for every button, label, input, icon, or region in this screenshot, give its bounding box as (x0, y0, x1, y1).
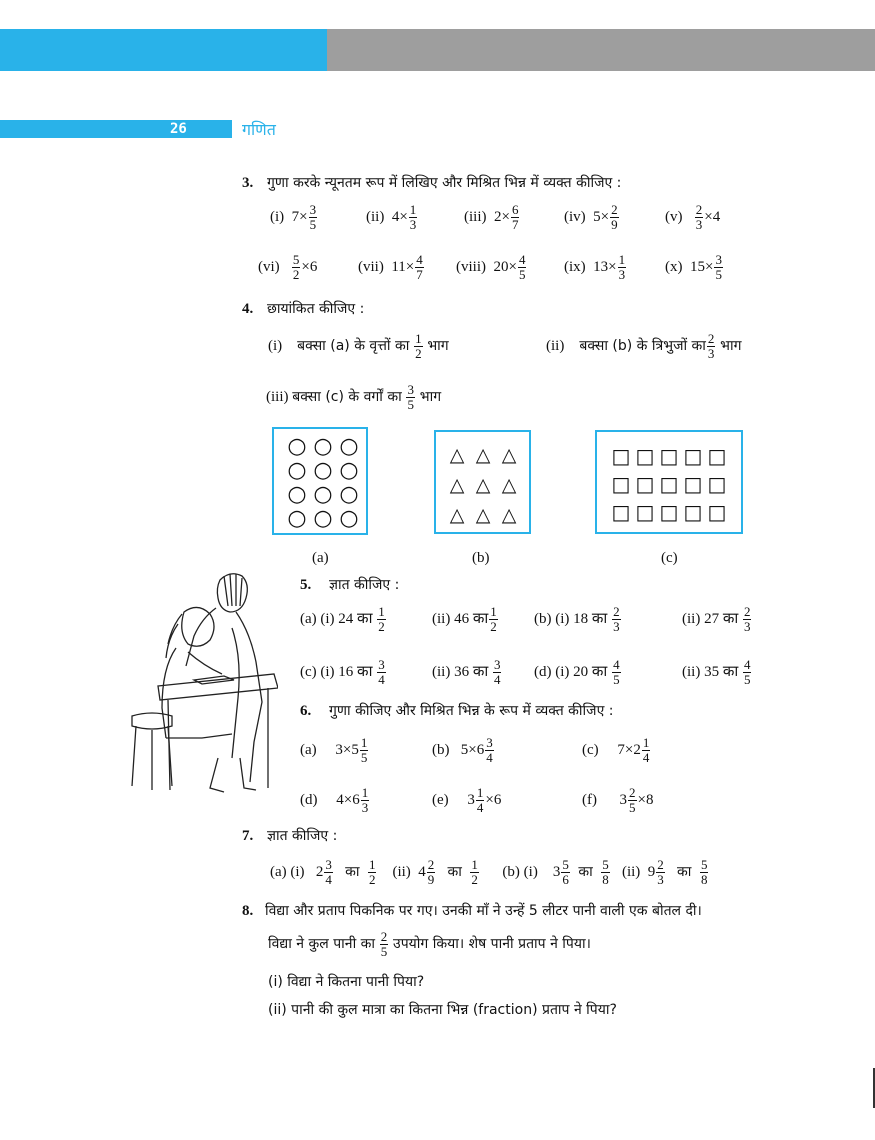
q7-items (270, 858, 709, 887)
item-label: (i) (268, 337, 283, 354)
numerator: 2 (427, 857, 435, 872)
subject-title: गणित (242, 120, 276, 139)
numerator: 2 (380, 929, 388, 944)
question-6 (300, 701, 613, 720)
denominator: 8 (602, 872, 609, 887)
fraction (309, 203, 318, 232)
box-c-squares (595, 430, 743, 534)
denominator: 5 (613, 672, 620, 687)
square-shape: □ (635, 472, 655, 496)
item-label: (f) (582, 791, 597, 808)
denominator: 2 (378, 619, 385, 634)
question-number: 4. (242, 301, 254, 317)
q5-item (534, 658, 622, 687)
numerator: 1 (361, 785, 369, 800)
q5-item (300, 658, 387, 687)
denominator: 5 (715, 267, 722, 282)
fraction (612, 658, 621, 687)
box-label-b: (b) (472, 550, 490, 566)
question-8 (242, 901, 702, 920)
question-text: छायांकित कीजिए : (267, 301, 365, 317)
fraction (427, 858, 436, 887)
q8-item-i: (i) विद्या ने कितना पानी पिया? (268, 974, 425, 990)
q3-item (258, 253, 317, 282)
question-text: गुणा करके न्यूनतम रूप में लिखिए और मिश्रित भिन्न में व्यक्त कीजिए : (267, 175, 622, 191)
fraction (409, 203, 418, 232)
fraction (695, 203, 704, 232)
q5-item (432, 605, 499, 634)
expr: 20× (493, 258, 517, 275)
circle-shape: ○ (339, 482, 359, 507)
square-shape: □ (683, 500, 703, 524)
square-shape: □ (659, 444, 679, 468)
fraction (414, 332, 423, 361)
whole: 9 (647, 863, 656, 880)
denominator: 2 (415, 346, 422, 361)
numerator: 1 (378, 604, 385, 619)
square-shape: □ (659, 472, 679, 496)
expr: 11× (391, 258, 415, 275)
numerator: 3 (715, 252, 722, 267)
expr: 3 (619, 791, 627, 808)
q8-line2 (268, 930, 591, 959)
denominator: 4 (642, 750, 650, 765)
question-text: विद्या और प्रताप पिकनिक पर गए। उनकी माँ ने उन्हें 5 लीटर पानी वाली एक बोतल दी। (265, 903, 702, 919)
circle-shape: ○ (287, 434, 307, 459)
q3-item (270, 203, 318, 232)
expr: 3×5 (335, 741, 359, 758)
expr: (ii) 27 का (682, 610, 739, 627)
numerator: 2 (743, 604, 751, 619)
fraction (489, 605, 498, 634)
item-label: (a) (300, 741, 317, 758)
triangle-shape: △ (475, 444, 491, 466)
circle-shape: ○ (339, 506, 359, 531)
numerator: 2 (629, 785, 636, 800)
q6-item (300, 736, 369, 765)
denominator: 5 (380, 944, 388, 959)
fraction (485, 736, 494, 765)
fraction (700, 858, 709, 887)
fraction (656, 858, 665, 887)
denominator: 2 (292, 267, 300, 282)
square-shape: □ (683, 472, 703, 496)
q6-item (432, 786, 501, 815)
circle-shape: ○ (287, 458, 307, 483)
q3-item (358, 253, 425, 282)
numerator: 4 (743, 657, 751, 672)
q6-item (582, 736, 651, 765)
box-b-triangles (434, 430, 531, 534)
denominator: 4 (476, 800, 484, 815)
q3-item (564, 253, 627, 282)
fraction (377, 658, 386, 687)
item-label: (x) (665, 258, 683, 275)
q6-item (582, 786, 653, 815)
fraction (612, 605, 621, 634)
item-label: (ii) (366, 208, 385, 225)
fraction (415, 253, 424, 282)
q3-item (366, 203, 418, 232)
denominator: 7 (511, 217, 519, 232)
numerator: 2 (613, 604, 620, 619)
circle-shape: ○ (313, 458, 333, 483)
numerator: 1 (471, 857, 478, 872)
numerator: 3 (407, 382, 414, 397)
expr: 15× (690, 258, 714, 275)
q6-item (300, 786, 370, 815)
expr: (ii) 35 का (682, 663, 739, 680)
fraction (743, 658, 752, 687)
denominator: 3 (743, 619, 751, 634)
triangle-shape: △ (449, 504, 465, 526)
square-shape: □ (707, 500, 727, 524)
expr: ×6 (301, 258, 318, 275)
expr: (d) (i) 20 का (534, 663, 608, 680)
expr: 7×2 (617, 741, 641, 758)
fraction (714, 253, 723, 282)
numerator: 5 (602, 857, 609, 872)
denominator: 3 (657, 872, 664, 887)
page-number: 26 (170, 121, 187, 137)
fraction (360, 736, 369, 765)
expr: 5× (593, 208, 610, 225)
denominator: 2 (471, 872, 478, 887)
item-label: (e) (432, 791, 449, 808)
expr: 2× (494, 208, 510, 225)
square-shape: □ (707, 444, 727, 468)
question-7 (242, 826, 337, 845)
expr: 4×6 (336, 791, 360, 808)
item-label: (b) (i) (502, 863, 538, 880)
fraction (493, 658, 502, 687)
triangle-shape: △ (501, 504, 517, 526)
denominator: 3 (618, 267, 626, 282)
fraction (601, 858, 610, 887)
numerator: 2 (611, 202, 618, 217)
fraction (377, 605, 386, 634)
fraction (406, 383, 415, 412)
numerator: 3 (378, 657, 385, 672)
numerator: 3 (486, 735, 493, 750)
numerator: 3 (309, 202, 317, 217)
question-text: ज्ञात कीजिए : (329, 577, 400, 593)
expr: (b) (i) 18 का (534, 610, 608, 627)
numerator: 5 (292, 252, 300, 267)
q4-item-i (268, 332, 449, 361)
denominator: 2 (490, 619, 497, 634)
q3-item (564, 203, 620, 232)
circle-shape: ○ (287, 506, 307, 531)
denominator: 3 (361, 800, 369, 815)
ka-text: का (578, 863, 593, 880)
q5-item (534, 605, 622, 634)
whole: 4 (418, 863, 426, 880)
q3-item (464, 203, 520, 232)
fraction (292, 253, 301, 282)
question-number: 7. (242, 828, 254, 844)
header-band-gray (327, 29, 875, 71)
question-number: 3. (242, 175, 254, 191)
q5-item (300, 605, 387, 634)
item-text: बक्सा (b) के त्रिभुजों का (579, 337, 706, 354)
item-text: भाग (419, 388, 442, 405)
square-shape: □ (683, 444, 703, 468)
square-shape: □ (611, 500, 631, 524)
denominator: 5 (518, 267, 526, 282)
question-text: गुणा कीजिए और मिश्रित भिन्न के रूप में व्यक्त कीजिए : (329, 703, 614, 719)
whole: 2 (315, 863, 324, 880)
q5-item (682, 658, 752, 687)
q3-item (665, 253, 724, 282)
denominator: 3 (707, 346, 715, 361)
q5-item (682, 605, 752, 634)
triangle-shape: △ (501, 474, 517, 496)
denominator: 4 (486, 750, 493, 765)
numerator: 1 (476, 785, 484, 800)
children-studying-illustration (128, 568, 278, 808)
circle-shape: ○ (313, 482, 333, 507)
whole: 3 (552, 863, 561, 880)
expr: 5×6 (460, 741, 485, 758)
triangle-shape: △ (475, 474, 491, 496)
denominator: 4 (378, 672, 385, 687)
question-number: 6. (300, 703, 312, 719)
denominator: 3 (695, 217, 703, 232)
fraction (518, 253, 527, 282)
fraction (561, 858, 570, 887)
item-label: (v) (665, 208, 683, 225)
numerator: 1 (642, 735, 650, 750)
item-label: (ii) (392, 863, 411, 880)
triangle-shape: △ (449, 444, 465, 466)
square-shape: □ (707, 472, 727, 496)
item-text: भाग (720, 337, 742, 354)
question-text: विद्या ने कुल पानी का (268, 935, 376, 952)
item-label: (b) (432, 741, 450, 758)
numerator: 2 (707, 331, 715, 346)
triangle-shape: △ (449, 474, 465, 496)
circle-shape: ○ (339, 434, 359, 459)
expr: ×8 (637, 791, 654, 808)
fraction (470, 858, 479, 887)
expr: 3 (467, 791, 475, 808)
expr: ×6 (485, 791, 502, 808)
numerator: 2 (695, 202, 703, 217)
denominator: 3 (613, 619, 620, 634)
denominator: 7 (416, 267, 423, 282)
q6-item (432, 736, 495, 765)
circle-shape: ○ (287, 482, 307, 507)
denominator: 5 (309, 217, 317, 232)
circle-shape: ○ (313, 506, 333, 531)
ka-text: का (677, 863, 692, 880)
fraction (511, 203, 520, 232)
fraction (476, 786, 485, 815)
box-a-circles (272, 427, 368, 535)
square-shape: □ (635, 500, 655, 524)
expr: (c) (i) 16 का (300, 663, 373, 680)
square-shape: □ (635, 444, 655, 468)
expr: 13× (593, 258, 617, 275)
denominator: 9 (611, 217, 618, 232)
item-label: (ii) (621, 863, 641, 880)
denominator: 4 (493, 672, 501, 687)
denominator: 5 (743, 672, 751, 687)
fraction (610, 203, 619, 232)
numerator: 1 (368, 857, 376, 872)
numerator: 1 (409, 202, 417, 217)
denominator: 5 (629, 800, 636, 815)
item-label: (ii) (546, 337, 565, 354)
triangle-shape: △ (501, 444, 517, 466)
item-label: (a) (i) (270, 863, 305, 880)
fraction (642, 736, 651, 765)
item-label: (ix) (564, 258, 586, 275)
expr: 7× (291, 208, 308, 225)
numerator: 4 (416, 252, 423, 267)
expr: 4× (391, 208, 408, 225)
fraction (618, 253, 627, 282)
numerator: 1 (490, 604, 497, 619)
denominator: 3 (409, 217, 417, 232)
fraction (380, 930, 389, 959)
fraction (628, 786, 637, 815)
triangle-shape: △ (475, 504, 491, 526)
numerator: 6 (511, 202, 519, 217)
question-text: ज्ञात कीजिए : (267, 828, 338, 844)
circle-shape: ○ (339, 458, 359, 483)
box-label-a: (a) (312, 550, 329, 566)
item-label: (iii) (266, 388, 289, 405)
fraction (361, 786, 370, 815)
fraction (368, 858, 377, 887)
item-label: (d) (300, 791, 318, 808)
numerator: 4 (518, 252, 526, 267)
denominator: 4 (325, 872, 332, 887)
question-number: 5. (300, 577, 312, 593)
question-3 (242, 173, 621, 192)
ka-text: का (447, 863, 462, 880)
numerator: 1 (360, 735, 368, 750)
square-shape: □ (611, 472, 631, 496)
box-label-c: (c) (661, 550, 678, 566)
item-label: (c) (582, 741, 599, 758)
fraction (707, 332, 716, 361)
item-label: (viii) (456, 258, 486, 275)
header-band-blue (0, 29, 327, 71)
fraction (743, 605, 752, 634)
square-shape: □ (611, 444, 631, 468)
q4-item-ii (546, 332, 742, 361)
item-label: (vi) (258, 258, 280, 275)
item-label: (iii) (464, 208, 487, 225)
q5-item (432, 658, 502, 687)
denominator: 2 (368, 872, 376, 887)
numerator: 1 (618, 252, 626, 267)
expr: (a) (i) 24 का (300, 610, 373, 627)
numerator: 5 (562, 857, 569, 872)
question-5 (300, 575, 399, 594)
denominator: 6 (562, 872, 569, 887)
ka-text: का (345, 863, 360, 880)
numerator: 5 (700, 857, 708, 872)
expr: (ii) 46 का (432, 610, 489, 627)
denominator: 5 (360, 750, 368, 765)
item-label: (iv) (564, 208, 586, 225)
expr: (ii) 36 का (432, 663, 489, 680)
numerator: 2 (657, 857, 664, 872)
question-4 (242, 299, 364, 318)
denominator: 8 (700, 872, 708, 887)
fraction (324, 858, 333, 887)
denominator: 5 (407, 397, 414, 412)
expr: ×4 (704, 208, 721, 225)
q4-item-iii (266, 383, 441, 412)
item-text: भाग (427, 337, 449, 354)
square-shape: □ (659, 500, 679, 524)
q8-item-ii: (ii) पानी की कुल मात्रा का कितना भिन्न (fraction) प्रताप ने पिया? (268, 1002, 617, 1018)
item-text: बक्सा (a) के वृत्तों का (297, 337, 410, 354)
numerator: 4 (613, 657, 620, 672)
item-label: (i) (270, 208, 285, 225)
q3-item (665, 203, 720, 232)
question-number: 8. (242, 903, 254, 919)
numerator: 3 (493, 657, 501, 672)
question-text: उपयोग किया। शेष पानी प्रताप ने पिया। (393, 935, 591, 952)
circle-shape: ○ (313, 434, 333, 459)
item-label: (vii) (358, 258, 384, 275)
denominator: 9 (427, 872, 435, 887)
numerator: 3 (325, 857, 332, 872)
numerator: 1 (415, 331, 422, 346)
q3-item (456, 253, 527, 282)
item-text: बक्सा (c) के वर्गों का (292, 388, 402, 405)
